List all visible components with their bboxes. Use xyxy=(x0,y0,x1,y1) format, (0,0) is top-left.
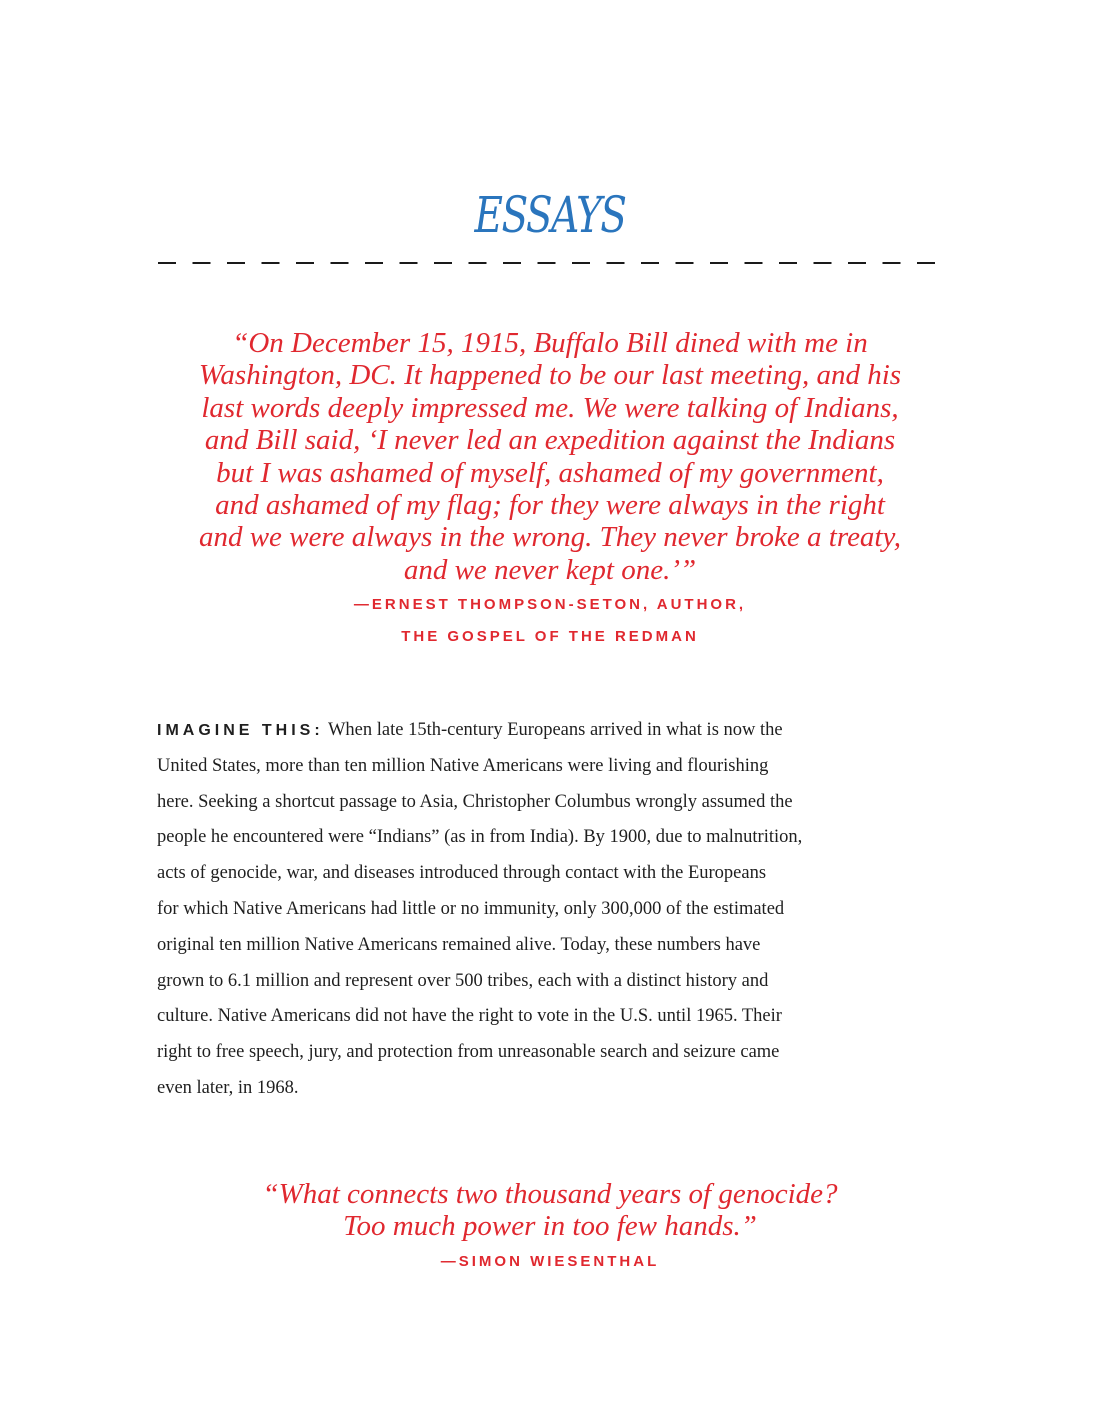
body-line: culture. Native Americans did not have the right to vote in the U.S. until 1965. Their xyxy=(157,1006,782,1027)
quote-line: Washington, DC. It happened to be our last meeting, and his xyxy=(198,359,902,392)
quote-attribution-source: THE GOSPEL OF THE REDMAN xyxy=(401,628,699,645)
section-title: ESSAYS xyxy=(474,186,626,244)
quote-line: “What connects two thousand years of genocide? xyxy=(262,1178,838,1210)
body-line-text: When late 15th-century Europeans arrived in what is now the xyxy=(323,720,783,740)
body-line: right to free speech, jury, and protection from unreasonable search and seizure came xyxy=(157,1042,780,1063)
body-line: original ten million Native Americans remained alive. Today, these numbers have xyxy=(157,934,761,955)
quote-line: and ashamed of my flag; for they were always in the right xyxy=(215,489,885,522)
body-line xyxy=(157,713,957,749)
quote-line: but I was ashamed of myself, ashamed of my government, xyxy=(216,456,884,489)
quote-line: and Bill said, ‘I never led an expedition against the Indians xyxy=(204,424,896,457)
quote-line: Too much power in too few hands.” xyxy=(343,1210,757,1242)
body-line: grown to 6.1 million and represent over 500 tribes, each with a distinct history and xyxy=(157,970,769,991)
dashed-divider xyxy=(158,262,944,264)
quote-line: and we were always in the wrong. They never broke a treaty, xyxy=(198,521,902,554)
quote-attribution-author: —ERNEST THOMPSON-SETON, AUTHOR, xyxy=(353,596,747,613)
body-line: United States, more than ten million Native Americans were living and flourishing xyxy=(157,755,769,776)
quote-line: “On December 15, 1915, Buffalo Bill dined with me in xyxy=(232,327,868,359)
body-line: people he encountered were “Indians” (as in from India). By 1900, due to malnutrition, xyxy=(157,827,803,848)
quote-line: and we never kept one.’” xyxy=(403,553,697,586)
body-paragraph xyxy=(157,713,957,1107)
lead-in-label: IMAGINE THIS: xyxy=(157,722,324,739)
pull-quote-buffalo-bill xyxy=(140,327,960,586)
quote-attribution-wiesenthal: —SIMON WIESENTHAL xyxy=(440,1253,660,1270)
body-line: for which Native Americans had little or no immunity, only 300,000 of the estimated xyxy=(157,898,785,919)
body-line: even later, in 1968. xyxy=(157,1077,299,1098)
quote-line: last words deeply impressed me. We were talking of Indians, xyxy=(201,391,899,424)
pull-quote-wiesenthal xyxy=(0,1178,1100,1242)
body-line: here. Seeking a shortcut passage to Asia, Christopher Columbus wrongly assumed the xyxy=(157,791,793,812)
body-line: acts of genocide, war, and diseases introduced through contact with the Europeans xyxy=(157,863,767,884)
